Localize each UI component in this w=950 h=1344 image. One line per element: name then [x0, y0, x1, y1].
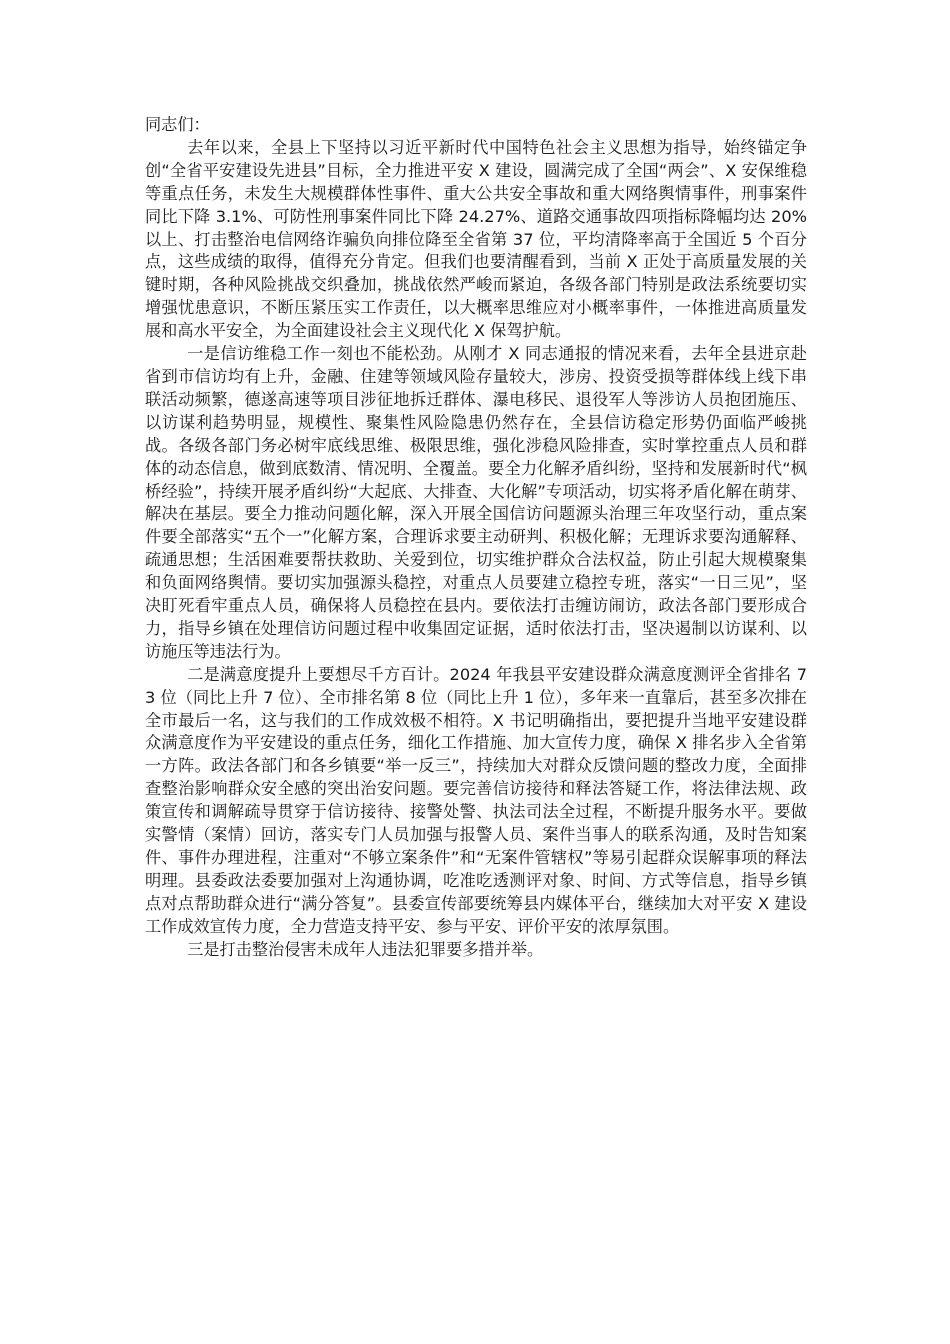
paragraph-satisfaction: 二是满意度提升上要想尽千方百计。2024 年我县平安建设群众满意度测评全省排名 73 位（同比上升 7 位）、全市排名第 8 位（同比上升 1 位），多年来一直靠后，甚至多次排在全市最后一名，这与我们的工作成效极不相符。X 书记明确指出，要把提升当地平安建设群众满意度作为平安建设的重点任务，细化工作措施、加大宣传力度，确保 X 排名步入全省第一方阵。政法各部门和各乡镇要“举一反三”，持续加大对群众反馈问题的整改力度，全面排查整治影响群众安全感的突出治安问题。要完善信访接待和释法答疑工作，将法律法规、政策宣传和调解疏导贯穿于信访接待、接警处警、执法司法全过程，不断提升服务水平。要做实警情（案情）回访，落实专门人员加强与报警人员、案件当事人的联系沟通，及时告知案件、事件办理进程，注重对“不够立案条件”和“无案件管辖权”等易引起群众误解事项的释法明理。县委政法委要加强对上沟通协调，吃准吃透测评对象、时间、方式等信息，指导乡镇点对点帮助群众进行“满分答复”。县委宣传部要统筹县内媒体平台，继续加大对平安 X 建设工作成效宣传力度，全力营造支持平安、参与平安、评价平安的浓厚氛围。: [145, 664, 807, 936]
paragraph-minors-protection: 三是打击整治侵害未成年人违法犯罪要多措并举。: [187, 939, 544, 959]
paragraph-intro: 去年以来，全县上下坚持以习近平新时代中国特色社会主义思想为指导，始终锚定争创“全省平安建设先进县”目标，全力推进平安 X 建设，圆满完成了全国“两会”、X 安保维稳等重点任务，未发生大规模群体性事件、重大公共安全事故和重大网络舆情事件，刑事案件同比下降 3.1%、可防性刑事案件同比下降 24.27%、道路交通事故四项指标降幅均达 20%以上、打击整治电信网络诈骗负向排位降至全省第 37 位，平均清降率高于全国近 5 个百分点，这些成绩的取得，值得充分肯定。但我们也要清醒看到，当前 X 正处于高质量发展的关键时期，各种风险挑战交织叠加，挑战依然严峻而紧迫，各级各部门特别是政法系统要切实增强忧患意识，不断压紧压实工作责任，以大概率思维应对小概率事件，一体推进高质量发展和高水平安全，为全面建设社会主义现代化 X 保驾护航。: [145, 137, 807, 341]
document-body: [145, 114, 807, 962]
paragraph-petition-stability: 一是信访维稳工作一刻也不能松劲。从刚才 X 同志通报的情况来看，去年全县进京赴省到市信访均有上升，金融、住建等领域风险存量较大，涉房、投资受损等群体线上线下串联活动频繁，德遂高速等项目涉征地拆迁群体、瀑电移民、退役军人等涉访人员抱团施压、以访谋利趋势明显，规模性、聚集性风险隐患仍然存在，全县信访稳定形势仍面临严峻挑战。各级各部门务必树牢底线思维、极限思维，强化涉稳风险排查，实时掌控重点人员和群体的动态信息，做到底数清、情况明、全覆盖。要全力化解矛盾纠纷，坚持和发展新时代“枫桥经验”，持续开展矛盾纠纷“大起底、大排查、大化解”专项活动，切实将矛盾化解在萌芽、解决在基层。要全力推动问题化解，深入开展全国信访问题源头治理三年攻坚行动，重点案件要全部落实“五个一”化解方案，合理诉求要主动研判、积极化解；无理诉求要沟通解释、疏通思想；生活困难要帮扶救助、关爱到位，切实维护群众合法权益，防止引起大规模聚集和负面网络舆情。要切实加强源头稳控，对重点人员要建立稳控专班，落实“一日三见”，坚决盯死看牢重点人员，确保将人员稳控在县内。要依法打击缠访闹访，政法各部门要形成合力，指导乡镇在处理信访问题过程中收集固定证据，适时依法打击，坚决遏制以访谋利、以访施压等违法行为。: [145, 344, 807, 661]
salutation: 同志们：: [145, 115, 210, 134]
